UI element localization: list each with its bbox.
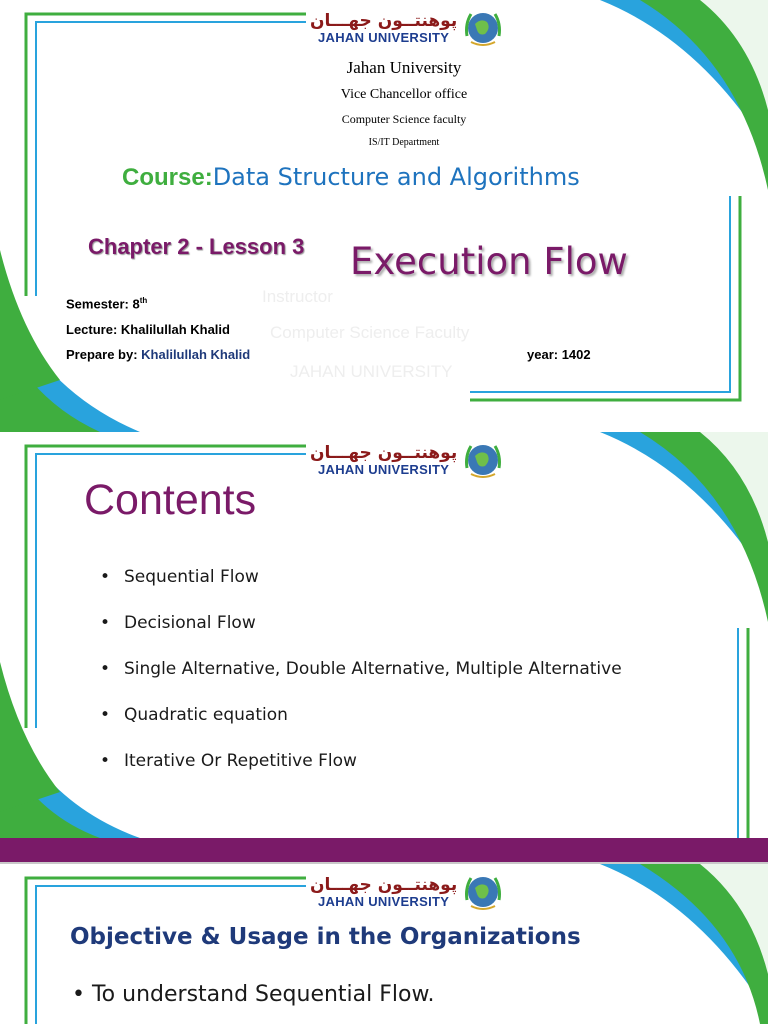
list-item: • Quadratic equation bbox=[100, 705, 288, 725]
jahan-university-logo bbox=[310, 438, 505, 482]
list-item: • Single Alternative, Double Alternative, Multiple Alternative bbox=[100, 659, 622, 679]
prepare-line bbox=[66, 347, 250, 362]
objective-bullet bbox=[72, 982, 434, 1007]
slide-divider bbox=[0, 838, 768, 864]
year-label: year: 1402 bbox=[527, 347, 591, 362]
jahan-university-logo bbox=[310, 6, 505, 50]
slide-title: Execution Flow bbox=[350, 240, 628, 283]
objective-title: Objective & Usage in the Organizations bbox=[70, 924, 581, 950]
contents-list bbox=[100, 566, 622, 796]
contents-slide bbox=[0, 432, 768, 838]
logo-english-text: JAHAN UNIVERSITY bbox=[318, 462, 450, 477]
contents-title: Contents bbox=[84, 476, 257, 524]
department-name: IS/IT Department bbox=[368, 137, 440, 148]
ghost-university-text: JAHAN UNIVERSITY bbox=[290, 362, 453, 381]
globe-emblem-icon bbox=[461, 438, 505, 482]
logo-english-text: JAHAN UNIVERSITY bbox=[318, 894, 450, 909]
title-slide bbox=[0, 0, 768, 432]
course-name: Data Structure and Algorithms bbox=[212, 163, 580, 191]
objective-bullet-text: To understand Sequential Flow. bbox=[91, 982, 435, 1007]
course-label: Course: bbox=[122, 164, 213, 191]
semester-sup: th bbox=[139, 296, 148, 305]
bullet-dot: • bbox=[72, 982, 92, 1007]
list-item: • Sequential Flow bbox=[100, 567, 259, 587]
prepare-label: Prepare by: bbox=[66, 347, 142, 362]
logo-pashto-text: پوهنتــون جهـــان bbox=[310, 875, 458, 895]
semester-line bbox=[66, 296, 147, 311]
logo-english-text: JAHAN UNIVERSITY bbox=[318, 30, 450, 45]
chapter-label: Chapter 2 - Lesson 3 bbox=[88, 234, 305, 259]
jahan-university-logo bbox=[310, 870, 505, 914]
logo-pashto-text: پوهنتــون جهـــان bbox=[310, 443, 458, 463]
office-name: Vice Chancellor office bbox=[340, 87, 468, 102]
ghost-instructor-text: Instructor bbox=[262, 287, 333, 306]
course-line bbox=[122, 163, 580, 192]
prepare-name: Khalilullah Khalid bbox=[141, 347, 251, 362]
logo-pashto-text: پوهنتــون جهـــان bbox=[310, 11, 458, 31]
lecture-line: Lecture: Khalilullah Khalid bbox=[66, 322, 230, 337]
semester-label: Semester: 8 bbox=[66, 296, 140, 312]
list-item: • Decisional Flow bbox=[100, 613, 256, 633]
objective-slide bbox=[0, 864, 768, 1024]
list-item: • Iterative Or Repetitive Flow bbox=[100, 751, 357, 771]
faculty-name: Computer Science faculty bbox=[341, 112, 467, 126]
ghost-faculty-text: Computer Science Faculty bbox=[270, 323, 470, 342]
globe-emblem-icon bbox=[461, 6, 505, 50]
university-name: Jahan University bbox=[346, 58, 462, 77]
globe-emblem-icon bbox=[461, 870, 505, 914]
